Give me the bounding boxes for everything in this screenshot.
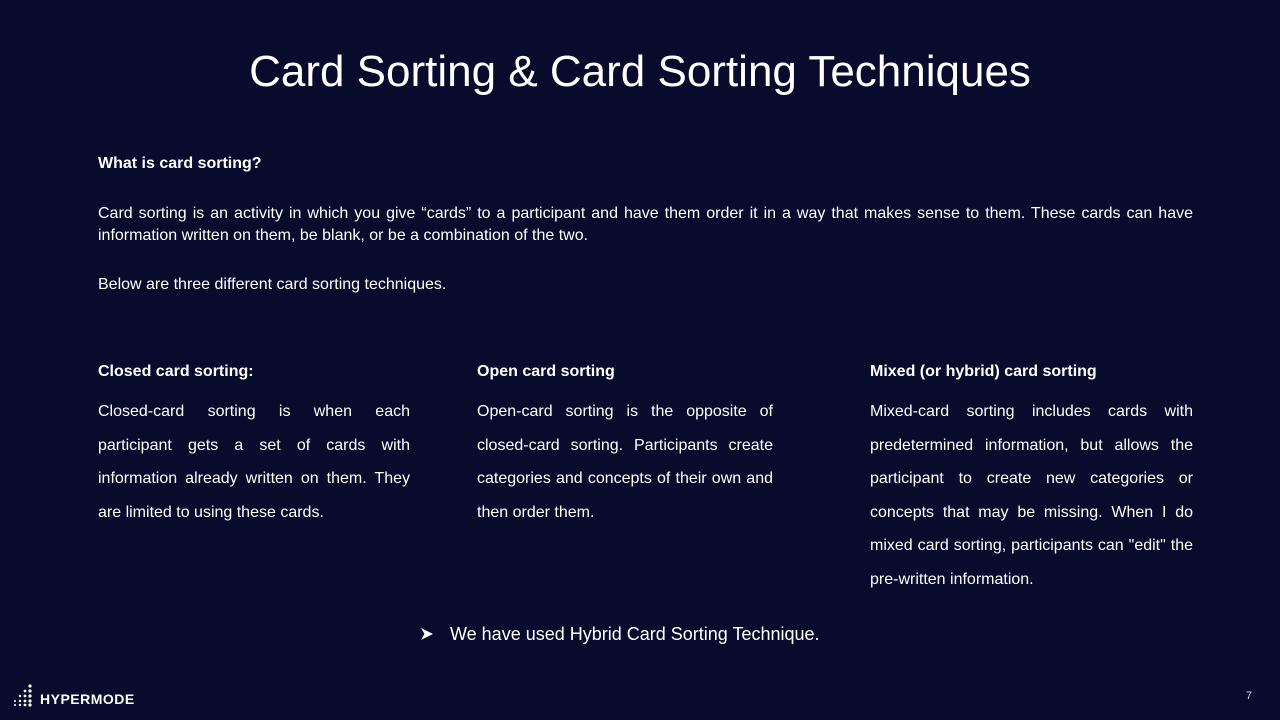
technique-heading: Open card sorting (477, 363, 615, 380)
page-number: 7 (1245, 690, 1252, 702)
brand-logo (12, 683, 135, 707)
technique-open (477, 361, 773, 529)
technique-body: Open-card sorting is the opposite of closed-card sorting. Participants create categories and concepts of their own and then order them. (477, 403, 773, 521)
arrow-bullet-icon (420, 627, 434, 641)
brand-name: HYPERMODE (40, 691, 135, 707)
technique-mixed (870, 361, 1193, 597)
technique-body: Mixed-card sorting includes cards with predetermined information, but allows the participant to create new categories or concepts that may be missing. When I do mixed card sorting, participants can "edit" the pre-written information. (870, 403, 1193, 588)
intro-definition: Card sorting is an activity in which you give “cards” to a participant and have them order it in a way that makes sense to them. These cards can have information written on them, be blank, or be a combination of the two. (98, 205, 1193, 244)
slide-title: Card Sorting & Card Sorting Techniques (249, 47, 1031, 96)
technique-heading: Mixed (or hybrid) card sorting (870, 363, 1097, 380)
hypermode-logo-icon (12, 683, 34, 707)
technique-heading: Closed card sorting: (98, 363, 254, 380)
hybrid-note (420, 622, 820, 646)
intro-lead-in: Below are three different card sorting techniques. (98, 276, 447, 293)
intro-question: What is card sorting? (98, 155, 262, 172)
intro-section (98, 153, 1193, 296)
technique-body: Closed-card sorting is when each participant gets a set of cards with information already written on them. They are limited to using these cards. (98, 403, 410, 521)
hybrid-note-text: We have used Hybrid Card Sorting Technique. (450, 624, 820, 644)
technique-closed (98, 361, 410, 529)
